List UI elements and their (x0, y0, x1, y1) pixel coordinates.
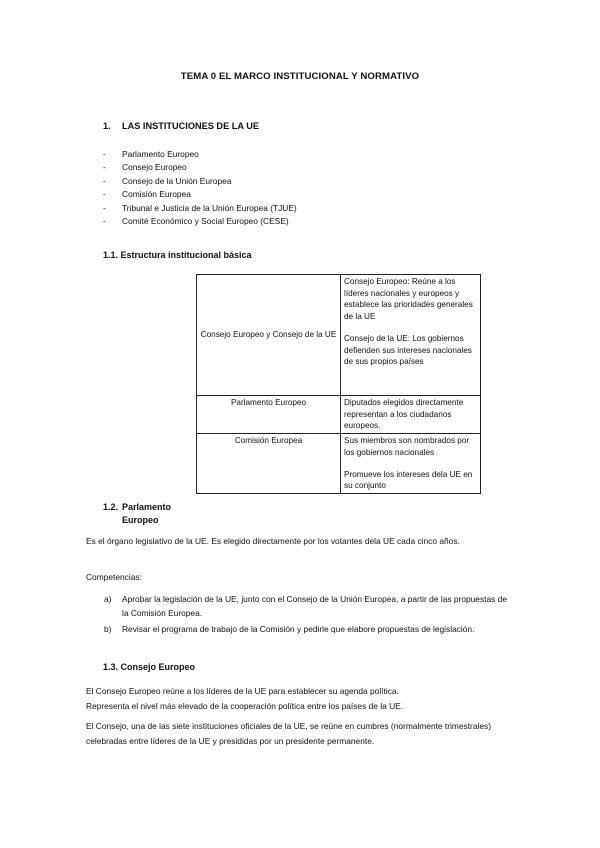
section-1-title: LAS INSTITUCIONES DE LA UE (122, 121, 259, 131)
list-item: a) Aprobar la legislación de la UE, junto con el Consejo de la Unión Europea, a partir de las propuestas de la Comisión Europea. (104, 594, 507, 618)
table-cell: Consejo Europeo y Consejo de la UE (197, 275, 341, 396)
list-item: b) Revisar el programa de trabajo de la Comisión y pedirle que elabore propuestas de legislación. (104, 624, 475, 634)
parlamento-paragraph: Es el órgano legislativo de la UE. Es elegido directamente por los votantes dela UE cada cinco años. (86, 536, 460, 546)
table-row (197, 275, 481, 396)
section-1-1-heading (103, 250, 252, 260)
section-1-3-heading (103, 662, 195, 672)
list-item: - Comisión Europea (103, 189, 191, 200)
list-item: - Comité Económico y Social Europeo (CESE) (103, 216, 289, 227)
consejo-paragraph-2: El Consejo, una de las siete instituciones oficiales de la UE, se reúne en cumbres (normalmente trimestrales) celebradas entre líderes de la UE y presididas por un presidente permanente. (86, 721, 491, 746)
consejo-paragraph-1: El Consejo Europeo reúne a los líderes de la UE para establecer su agenda política. Representa el nivel más elevado de la cooperación política entre los países de la UE. (86, 686, 404, 711)
table-cell: Sus miembros son nombrados por los gobiernos nacionales Promueve los intereses dela UE en su conjunto (341, 434, 481, 494)
competencias-list (104, 592, 507, 638)
section-1-2-title-line2: Europeo (122, 515, 159, 525)
table-cell: Parlamento Europeo (197, 396, 341, 434)
section-1-3-number: 1.3. (103, 662, 119, 672)
list-item: - Tribunal e Justicia de la Unión Europea (TJUE) (103, 202, 297, 213)
section-1-3-title: Consejo Europeo (120, 662, 196, 672)
section-1-1-number: 1.1. (103, 250, 119, 260)
table-cell: Diputados elegidos directamente representan a los ciudadanos europeos. (341, 396, 481, 434)
section-1-2-number: 1.2. (103, 502, 119, 512)
list-item: - Consejo de la Unión Europea (103, 175, 232, 186)
table-cell: Comisión Europea (197, 434, 341, 494)
section-1-2-heading (103, 501, 171, 527)
list-item: - Consejo Europeo (103, 162, 187, 173)
section-1-heading (103, 121, 259, 131)
section-1-number: 1. (103, 121, 111, 131)
table-cell: Consejo Europeo: Reúne a los líderes nacionales y europeos y establece las prioridades generales de la UE Consejo de la UE: Los gobiernos defienden sus intereses nacionales de sus propios países (341, 275, 481, 396)
list-item: - Parlamento Europeo (103, 149, 199, 159)
section-1-1-title: Estructura institucional básica (120, 250, 252, 260)
institutions-list (103, 148, 297, 228)
competencias-label: Competencias: (86, 572, 142, 582)
table-row (197, 396, 481, 434)
section-1-2-title: Parlamento (122, 502, 172, 512)
table-row (197, 434, 481, 494)
institutions-table (196, 274, 481, 494)
document-title: TEMA 0 EL MARCO INSTITUCIONAL Y NORMATIVO (180, 71, 420, 82)
